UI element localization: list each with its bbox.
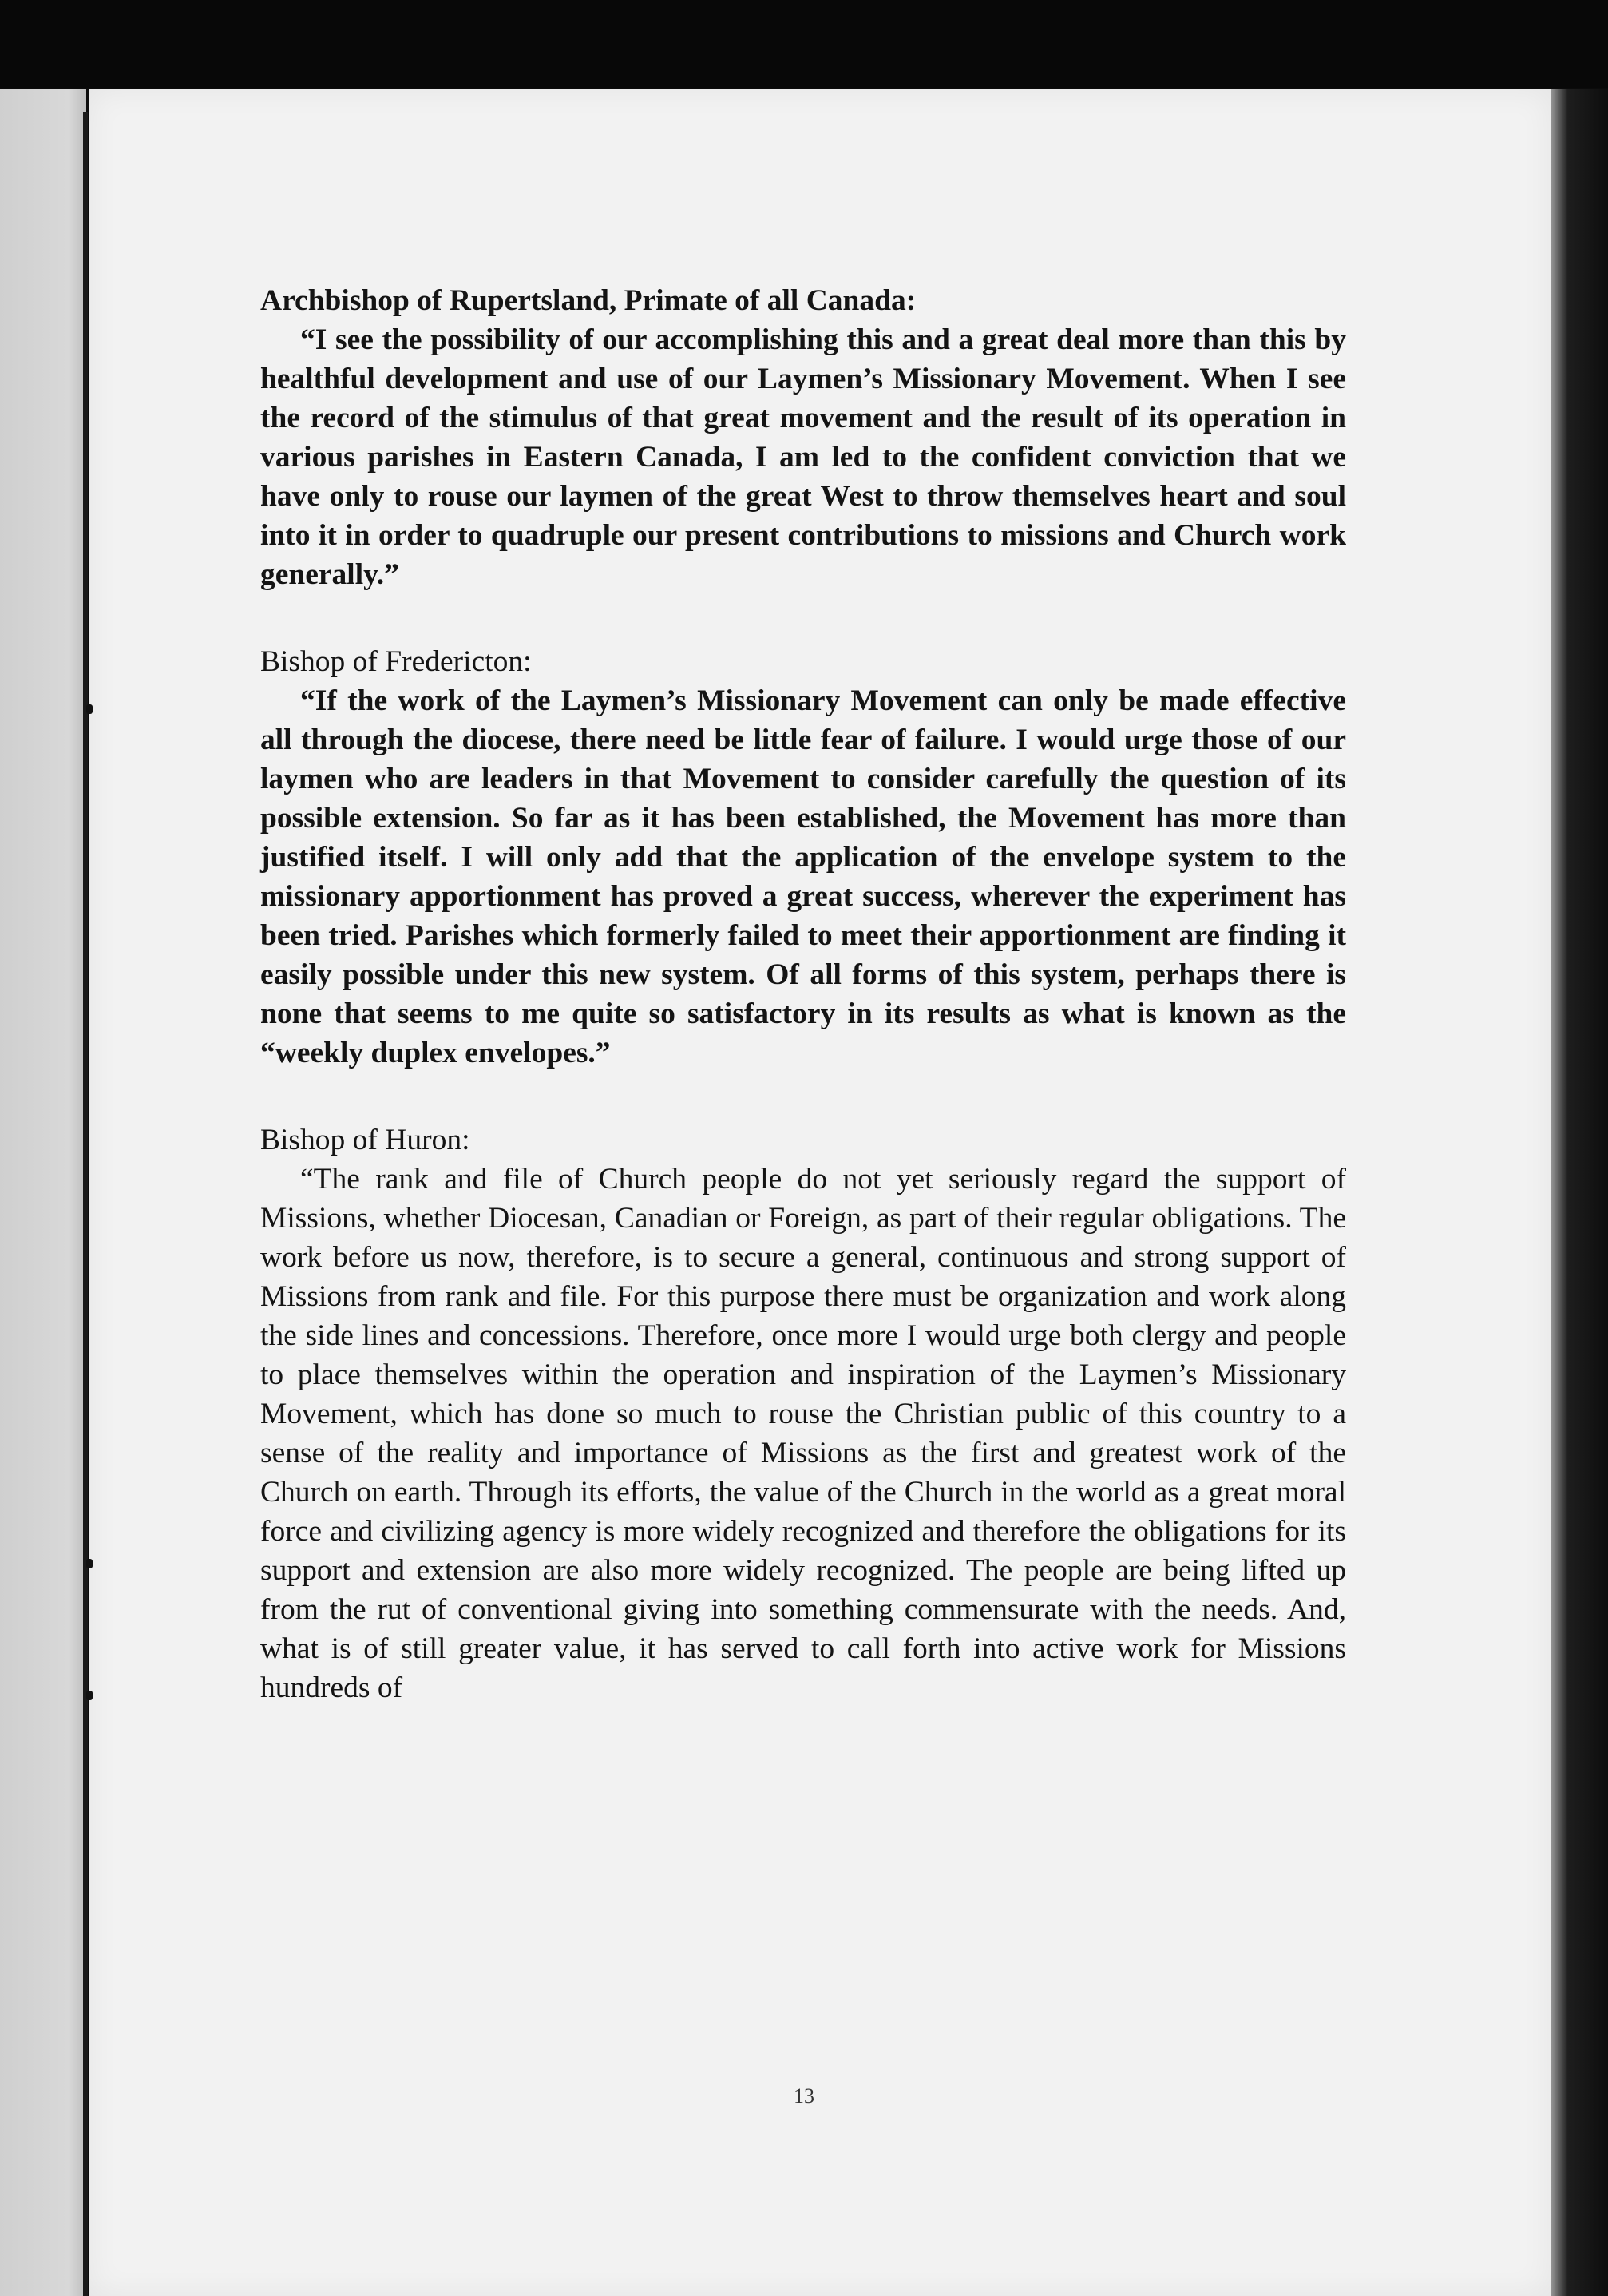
scan-top-border	[0, 0, 1608, 88]
section-heading: Bishop of Fredericton:	[260, 645, 532, 678]
left-margin-mark	[86, 1559, 93, 1568]
left-margin-mark	[86, 704, 93, 714]
page-right-edge	[1551, 89, 1608, 2296]
section-quote: “I see the possibility of our accomplishing this and a great deal more than this by healthful development and use of our Laymen’s Missionary Movement. When I see the record of the stimulus of that great movement and the result of its operation in various parishes in Eastern Canada, I am led to the confident conviction that we have only to rouse our laymen of the great West to throw themselves heart and soul into it in order to quadruple our present contributions to missions and Church work generally.”	[260, 323, 1346, 591]
page-number: 13	[794, 2084, 814, 2108]
facing-page-edge	[0, 89, 86, 2296]
statement-fredericton	[260, 642, 1346, 1073]
statement-rupertsland	[260, 281, 1346, 594]
page-text	[260, 281, 1346, 1707]
section-heading: Bishop of Huron:	[260, 1124, 470, 1156]
section-heading: Archbishop of Rupertsland, Primate of all Canada:	[260, 284, 917, 317]
section-quote: “The rank and file of Church people do not yet seriously regard the support of Missions, whether Diocesan, Canadian or Foreign, as part of their regular obligations. The work before us now, therefore, is to secure a general, continuous and strong support of Missions from rank and file. For this purpose there must be organization and work along the side lines and concessions. Therefore, once more I would urge both clergy and people to place themselves within the operation and inspiration of the Laymen’s Missionary Movement, which has done so much to rouse the Christian public of this country to a sense of the reality and importance of Missions as the first and greatest work of the Church on earth. Through its efforts, the value of the Church in the world as a great moral force and civilizing agency is more widely recognized and therefore the obligations for its support and extension are also more widely recognized. The people are being lifted up from the rut of conventional giving into something commensurate with the needs. And, what is of still greater value, it has served to call forth into active work for Missions hundreds of	[260, 1163, 1346, 1704]
left-margin-mark	[86, 1691, 93, 1700]
book-gutter	[83, 112, 88, 2296]
statement-huron	[260, 1120, 1346, 1707]
section-quote: “If the work of the Laymen’s Missionary Movement can only be made effective all through the diocese, there need be little fear of failure. I would urge those of our laymen who are leaders in that Movement to consider carefully the question of its possible extension. So far as it has been established, the Movement has more than justified itself. I will only add that the application of the envelope system to the missionary apportionment has proved a great success, wherever the experiment has been tried. Parishes which formerly failed to meet their apportionment are finding it easily possible under this new system. Of all forms of this system, perhaps there is none that seems to me quite so satisfactory in its results as what is known as the “weekly duplex envelopes.”	[260, 684, 1346, 1069]
